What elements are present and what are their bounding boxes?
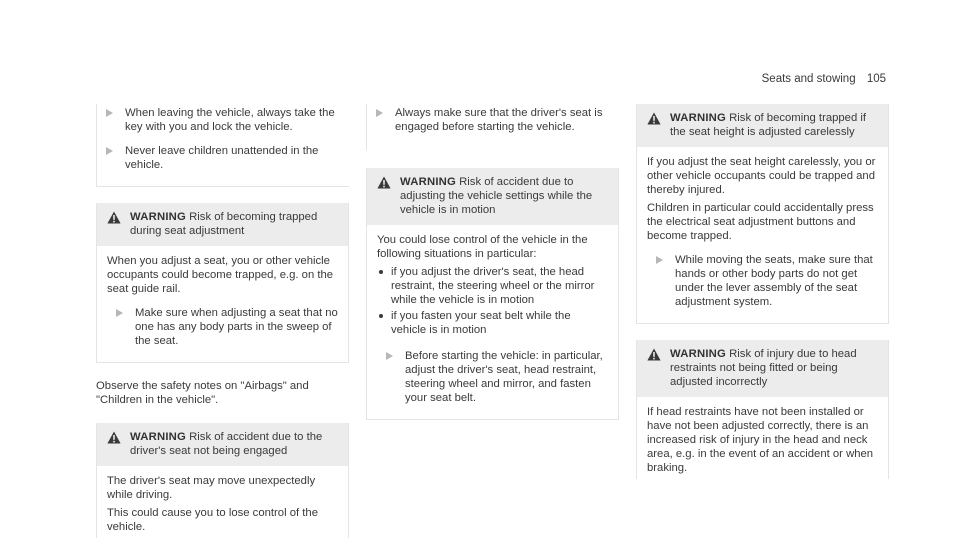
step-arrow-icon bbox=[376, 109, 383, 117]
warning-triangle-icon bbox=[647, 348, 661, 361]
warning-text: If head restraints have not been installed or have not been adjusted correctly, there is an increased risk of injury in the head and neck area, e.g. in the event of an accident or when braking. bbox=[647, 406, 874, 474]
warning-title: Risk of injury due to head restraints not being fitted or being adjusted incorrectly bbox=[670, 348, 857, 388]
warning-triangle-icon bbox=[107, 211, 121, 224]
warning-text: You could lose control of the vehicle in the following situations in particular: bbox=[377, 234, 588, 260]
column-2 bbox=[366, 104, 619, 420]
warning-text: When you adjust a seat, you or other vehicle occupants could become trapped, e.g. on the seat guide rail. bbox=[107, 255, 334, 295]
instruction-step: While moving the seats, make sure that hands or other body parts do not get under the lever assembly of the seat adjustment system. bbox=[647, 253, 878, 309]
warning-body bbox=[637, 147, 888, 323]
warning-title: Risk of becoming trapped during seat adjustment bbox=[130, 211, 318, 237]
warning-label: WARNING bbox=[400, 176, 456, 188]
instruction-step: Never leave children unattended in the vehicle. bbox=[97, 144, 339, 172]
section-title: Seats and stowing bbox=[761, 73, 856, 85]
warning-text: The driver's seat may move unexpectedly while driving. bbox=[107, 475, 316, 501]
warning-label: WARNING bbox=[130, 211, 186, 223]
warning-header bbox=[97, 423, 348, 466]
step-arrow-icon bbox=[116, 309, 123, 317]
warning-label: WARNING bbox=[130, 431, 186, 443]
warning-label: WARNING bbox=[670, 348, 726, 360]
airbags-note: Observe the safety notes on "Airbags" and "Children in the vehicle". bbox=[96, 380, 309, 406]
warning-box-seat-height bbox=[636, 104, 889, 324]
warning-header bbox=[637, 104, 888, 147]
column-3 bbox=[636, 104, 889, 479]
warning-triangle-icon bbox=[647, 112, 661, 125]
warning-body bbox=[637, 397, 888, 479]
bullet-dot-icon bbox=[379, 314, 383, 318]
warning-text: If you adjust the seat height carelessly, you or other vehicle occupants could be trapped and thereby injured. bbox=[647, 156, 876, 196]
warning-title: Risk of becoming trapped if the seat height is adjusted carelessly bbox=[670, 112, 867, 138]
warning-header bbox=[367, 168, 618, 225]
warning-body bbox=[367, 225, 618, 419]
step-arrow-icon bbox=[106, 147, 113, 155]
page-number: 105 bbox=[866, 73, 886, 85]
warning-text: Children in particular could accidentally press the electrical seat adjustment buttons and become trapped. bbox=[647, 202, 874, 242]
warning-triangle-icon bbox=[377, 176, 391, 189]
warning-box-trapped bbox=[96, 203, 349, 363]
warning-text: This could cause you to lose control of the vehicle. bbox=[107, 507, 318, 533]
page-header bbox=[762, 72, 886, 86]
steps-box bbox=[366, 104, 619, 150]
instruction-step: Always make sure that the driver's seat is engaged before starting the vehicle. bbox=[367, 106, 609, 134]
list-item: if you adjust the driver's seat, the head restraint, the steering wheel or the mirror while the vehicle is in motion bbox=[377, 265, 608, 307]
warning-box-head-restraints bbox=[636, 340, 889, 479]
warning-body bbox=[97, 246, 348, 362]
warning-header bbox=[97, 203, 348, 246]
bullet-dot-icon bbox=[379, 270, 383, 274]
warning-title: Risk of accident due to the driver's seat not being engaged bbox=[130, 431, 323, 457]
warning-title: Risk of accident due to adjusting the vehicle settings while the vehicle is in motion bbox=[400, 176, 593, 216]
instruction-step: Make sure when adjusting a seat that no one has any body parts in the sweep of the seat. bbox=[107, 306, 338, 348]
step-arrow-icon bbox=[106, 109, 113, 117]
warning-body bbox=[97, 466, 348, 538]
warning-header bbox=[637, 340, 888, 397]
warning-label: WARNING bbox=[670, 112, 726, 124]
list-item: if you fasten your seat belt while the vehicle is in motion bbox=[377, 309, 608, 337]
instruction-step: When leaving the vehicle, always take the key with you and lock the vehicle. bbox=[97, 106, 339, 134]
step-arrow-icon bbox=[386, 352, 393, 360]
instruction-step: Before starting the vehicle: in particular, adjust the driver's seat, head restraint, steering wheel and mirror, and fasten your seat belt. bbox=[377, 349, 608, 405]
warning-box-adjust-in-motion bbox=[366, 168, 619, 420]
warning-triangle-icon bbox=[107, 431, 121, 444]
column-1 bbox=[96, 104, 349, 538]
warning-box-seat-not-engaged bbox=[96, 423, 349, 538]
step-arrow-icon bbox=[656, 256, 663, 264]
steps-box bbox=[96, 104, 349, 187]
